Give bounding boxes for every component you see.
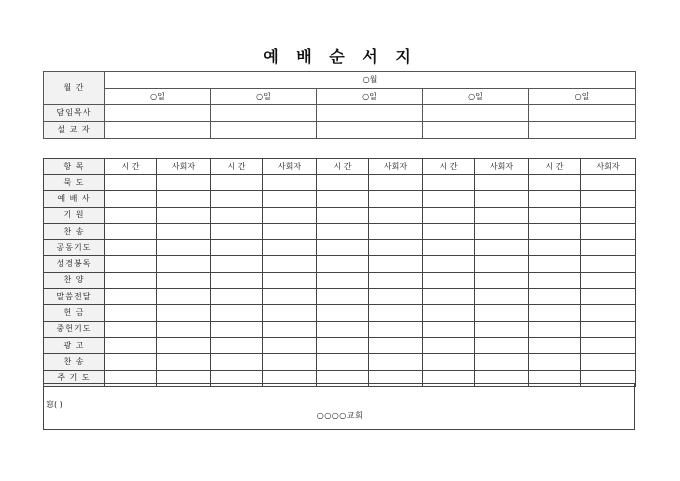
host-entry-cell[interactable]	[369, 240, 423, 256]
host-entry-cell[interactable]	[263, 256, 317, 272]
order-row	[44, 289, 636, 305]
host-entry-cell[interactable]	[369, 321, 423, 337]
time-entry-cell[interactable]	[423, 191, 475, 207]
time-entry-cell[interactable]	[211, 191, 263, 207]
host-entry-cell[interactable]	[369, 305, 423, 321]
time-entry-cell[interactable]	[529, 175, 581, 191]
host-entry-cell[interactable]	[263, 223, 317, 239]
order-row	[44, 337, 636, 353]
host-entry-cell[interactable]	[369, 256, 423, 272]
time-entry-cell[interactable]	[529, 305, 581, 321]
time-entry-cell[interactable]	[105, 272, 157, 288]
host-entry-cell[interactable]	[369, 175, 423, 191]
day-cell[interactable]: ○일	[105, 89, 211, 105]
day-cell[interactable]: ○일	[317, 89, 423, 105]
time-entry-cell[interactable]	[317, 272, 369, 288]
host-entry-cell[interactable]	[263, 321, 317, 337]
host-entry-cell[interactable]	[263, 272, 317, 288]
host-entry-cell[interactable]	[581, 321, 636, 337]
footer-cell	[44, 384, 635, 430]
time-column-header: 시 간	[529, 159, 581, 175]
time-entry-cell[interactable]	[105, 223, 157, 239]
schedule-entry-cell[interactable]	[211, 105, 317, 122]
time-entry-cell[interactable]	[423, 272, 475, 288]
time-entry-cell[interactable]	[105, 337, 157, 353]
order-item-label: 주 기 도	[44, 370, 105, 386]
order-item-label: 성경봉독	[44, 256, 105, 272]
order-row	[44, 191, 636, 207]
header-table	[43, 71, 636, 139]
time-entry-cell[interactable]	[211, 256, 263, 272]
time-entry-cell[interactable]	[211, 354, 263, 370]
order-item-label: 찬 송	[44, 354, 105, 370]
time-entry-cell[interactable]	[105, 354, 157, 370]
order-row	[44, 240, 636, 256]
schedule-entry-cell[interactable]	[105, 105, 211, 122]
day-cell[interactable]: ○일	[529, 89, 636, 105]
order-row	[44, 175, 636, 191]
time-entry-cell[interactable]	[423, 354, 475, 370]
host-entry-cell[interactable]	[263, 175, 317, 191]
host-column-header: 사회자	[475, 159, 529, 175]
order-item-label: 공동기도	[44, 240, 105, 256]
day-cell[interactable]: ○일	[211, 89, 317, 105]
order-row	[44, 272, 636, 288]
time-entry-cell[interactable]	[423, 305, 475, 321]
host-entry-cell[interactable]	[581, 207, 636, 223]
time-entry-cell[interactable]	[317, 256, 369, 272]
offering-label: 窓( )	[46, 400, 63, 409]
host-entry-cell[interactable]	[369, 289, 423, 305]
host-entry-cell[interactable]	[157, 289, 211, 305]
host-entry-cell[interactable]	[157, 191, 211, 207]
time-entry-cell[interactable]	[529, 256, 581, 272]
time-entry-cell[interactable]	[211, 240, 263, 256]
time-entry-cell[interactable]	[423, 337, 475, 353]
time-entry-cell[interactable]	[105, 305, 157, 321]
host-entry-cell[interactable]	[581, 305, 636, 321]
host-entry-cell[interactable]	[475, 321, 529, 337]
pastor-label: 담임목사	[44, 105, 105, 122]
time-entry-cell[interactable]	[105, 175, 157, 191]
schedule-entry-cell[interactable]	[423, 105, 529, 122]
time-entry-cell[interactable]	[529, 289, 581, 305]
host-entry-cell[interactable]	[263, 191, 317, 207]
time-entry-cell[interactable]	[529, 321, 581, 337]
church-name: ○○○○교회	[316, 411, 364, 420]
host-entry-cell[interactable]	[263, 240, 317, 256]
host-entry-cell[interactable]	[475, 175, 529, 191]
month-cell[interactable]: ○월	[105, 72, 636, 89]
order-item-label: 헌 금	[44, 305, 105, 321]
schedule-entry-cell[interactable]	[105, 122, 211, 139]
host-entry-cell[interactable]	[263, 207, 317, 223]
time-entry-cell[interactable]	[317, 191, 369, 207]
time-entry-cell[interactable]	[529, 240, 581, 256]
host-entry-cell[interactable]	[475, 305, 529, 321]
host-entry-cell[interactable]	[369, 207, 423, 223]
schedule-entry-cell[interactable]	[317, 105, 423, 122]
host-entry-cell[interactable]	[157, 354, 211, 370]
host-entry-cell[interactable]	[475, 223, 529, 239]
time-entry-cell[interactable]	[211, 289, 263, 305]
order-item-label: 기 원	[44, 207, 105, 223]
order-row	[44, 354, 636, 370]
host-entry-cell[interactable]	[475, 354, 529, 370]
host-entry-cell[interactable]	[157, 305, 211, 321]
time-entry-cell[interactable]	[317, 240, 369, 256]
time-entry-cell[interactable]	[317, 223, 369, 239]
time-entry-cell[interactable]	[529, 272, 581, 288]
host-entry-cell[interactable]	[581, 354, 636, 370]
time-entry-cell[interactable]	[211, 305, 263, 321]
host-entry-cell[interactable]	[581, 175, 636, 191]
host-entry-cell[interactable]	[157, 223, 211, 239]
host-entry-cell[interactable]	[475, 256, 529, 272]
host-entry-cell[interactable]	[581, 256, 636, 272]
time-entry-cell[interactable]	[105, 207, 157, 223]
time-entry-cell[interactable]	[317, 207, 369, 223]
preacher-label: 설 교 자	[44, 122, 105, 139]
time-entry-cell[interactable]	[529, 354, 581, 370]
host-entry-cell[interactable]	[369, 337, 423, 353]
order-item-label: 찬 양	[44, 272, 105, 288]
host-entry-cell[interactable]	[475, 289, 529, 305]
time-entry-cell[interactable]	[423, 207, 475, 223]
host-entry-cell[interactable]	[475, 207, 529, 223]
host-column-header: 사회자	[369, 159, 423, 175]
time-entry-cell[interactable]	[105, 256, 157, 272]
host-entry-cell[interactable]	[475, 272, 529, 288]
host-entry-cell[interactable]	[157, 207, 211, 223]
schedule-entry-cell[interactable]	[317, 122, 423, 139]
time-entry-cell[interactable]	[529, 337, 581, 353]
time-column-header: 시 간	[317, 159, 369, 175]
order-item-label: 중헌기도	[44, 321, 105, 337]
time-entry-cell[interactable]	[211, 207, 263, 223]
order-item-label: 묵 도	[44, 175, 105, 191]
order-item-label: 광 고	[44, 337, 105, 353]
time-entry-cell[interactable]	[423, 240, 475, 256]
time-entry-cell[interactable]	[211, 337, 263, 353]
host-entry-cell[interactable]	[475, 337, 529, 353]
order-row	[44, 321, 636, 337]
host-entry-cell[interactable]	[581, 272, 636, 288]
time-entry-cell[interactable]	[317, 337, 369, 353]
order-row	[44, 305, 636, 321]
time-entry-cell[interactable]	[211, 272, 263, 288]
host-entry-cell[interactable]	[581, 240, 636, 256]
schedule-entry-cell[interactable]	[529, 122, 636, 139]
period-label: 월 간	[44, 72, 105, 105]
order-item-header: 항 목	[44, 159, 105, 175]
host-entry-cell[interactable]	[157, 272, 211, 288]
time-entry-cell[interactable]	[317, 175, 369, 191]
order-row	[44, 223, 636, 239]
host-entry-cell[interactable]	[263, 305, 317, 321]
time-entry-cell[interactable]	[423, 321, 475, 337]
host-entry-cell[interactable]	[475, 240, 529, 256]
host-entry-cell[interactable]	[581, 289, 636, 305]
host-entry-cell[interactable]	[157, 256, 211, 272]
time-entry-cell[interactable]	[317, 354, 369, 370]
host-column-header: 사회자	[157, 159, 211, 175]
host-entry-cell[interactable]	[369, 354, 423, 370]
day-cell[interactable]: ○일	[423, 89, 529, 105]
schedule-entry-cell[interactable]	[529, 105, 636, 122]
time-entry-cell[interactable]	[211, 175, 263, 191]
time-column-header: 시 간	[105, 159, 157, 175]
host-entry-cell[interactable]	[581, 223, 636, 239]
time-entry-cell[interactable]	[105, 240, 157, 256]
host-entry-cell[interactable]	[263, 337, 317, 353]
host-entry-cell[interactable]	[157, 337, 211, 353]
time-entry-cell[interactable]	[317, 305, 369, 321]
order-table	[43, 158, 636, 387]
time-entry-cell[interactable]	[105, 321, 157, 337]
schedule-entry-cell[interactable]	[423, 122, 529, 139]
time-entry-cell[interactable]	[529, 223, 581, 239]
time-entry-cell[interactable]	[423, 175, 475, 191]
host-entry-cell[interactable]	[369, 223, 423, 239]
host-entry-cell[interactable]	[581, 191, 636, 207]
host-entry-cell[interactable]	[157, 240, 211, 256]
order-row	[44, 256, 636, 272]
time-entry-cell[interactable]	[211, 321, 263, 337]
host-entry-cell[interactable]	[369, 191, 423, 207]
host-entry-cell[interactable]	[263, 354, 317, 370]
time-entry-cell[interactable]	[317, 321, 369, 337]
time-entry-cell[interactable]	[317, 289, 369, 305]
time-entry-cell[interactable]	[423, 256, 475, 272]
time-column-header: 시 간	[423, 159, 475, 175]
order-row	[44, 207, 636, 223]
order-item-label: 말씀전달	[44, 289, 105, 305]
footer-box	[43, 383, 635, 430]
host-entry-cell[interactable]	[157, 175, 211, 191]
host-entry-cell[interactable]	[157, 321, 211, 337]
time-entry-cell[interactable]	[423, 289, 475, 305]
order-item-label: 찬 송	[44, 223, 105, 239]
page-title: 예 배 순 서 지	[263, 47, 417, 66]
host-entry-cell[interactable]	[263, 289, 317, 305]
time-entry-cell[interactable]	[529, 191, 581, 207]
schedule-entry-cell[interactable]	[211, 122, 317, 139]
time-entry-cell[interactable]	[105, 289, 157, 305]
time-entry-cell[interactable]	[423, 223, 475, 239]
host-column-header: 사회자	[263, 159, 317, 175]
host-entry-cell[interactable]	[475, 191, 529, 207]
time-entry-cell[interactable]	[105, 191, 157, 207]
host-entry-cell[interactable]	[581, 337, 636, 353]
time-entry-cell[interactable]	[211, 223, 263, 239]
order-item-label: 예 배 사	[44, 191, 105, 207]
time-entry-cell[interactable]	[529, 207, 581, 223]
host-entry-cell[interactable]	[369, 272, 423, 288]
host-column-header: 사회자	[581, 159, 636, 175]
time-column-header: 시 간	[211, 159, 263, 175]
